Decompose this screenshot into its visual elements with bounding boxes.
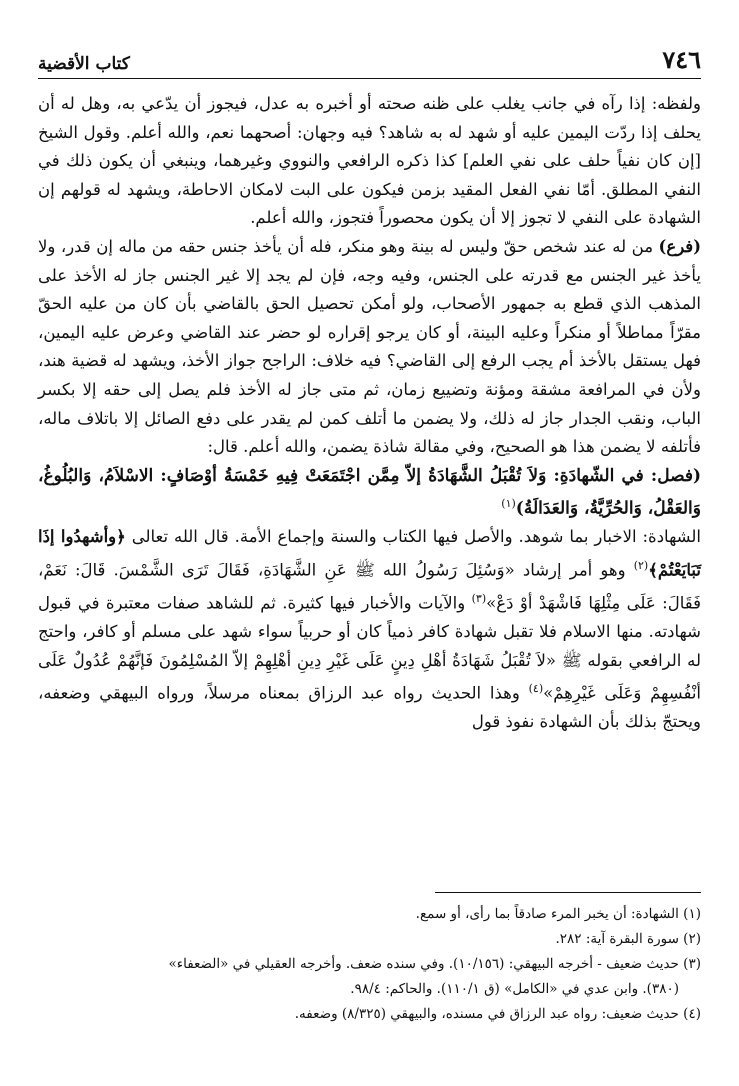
- footnote-2: (٢) سورة البقرة آية: ٢٨٢.: [555, 931, 701, 947]
- paragraph-1: ولفظه: إذا رآه في جانب يغلب على ظنه صحته أو أخبره به عدل، فيجوز أن يدّعي به، وهل له أن يحلف إذا ردّت اليمين عليه أو شهد له به شاهد؟ فيه وجهان: أصحهما نعم، والله أعلم. وقول الشيخ [إن كان نفياً حلف على نفي العلم] كذا ذكره الرافعي والنووي وغيرهما، وينبغي أن يكون ذلك في النفي المطلق. أمّا نفي الفعل المقيد بزمن فيكون على البت لامكان الاحاطة، ويشهد له قولهم إن الشهادة على النفي لا تجوز إلا أن يكون محصوراً فتجوز، والله أعلم.: [38, 94, 701, 228]
- footnotes: [38, 902, 701, 1027]
- footnote-4: (٤) حديث ضعيف: رواه عبد الرزاق في مسنده، والبيهقي (٨/٣٢٥) وضعفه.: [294, 1006, 701, 1022]
- footnote-separator: [435, 892, 701, 893]
- paragraph-3-part-b: وهو أمر إرشاد «وَسُئِلَ رَسُولُ الله ﷺ عَنِ الشَّهَادَةِ، فَقَالَ تَرَى الشَّمْسَ. قَالَ: نَعَمْ، فَقَالَ: عَلَى مِثْلِهَا فَاشْهَدْ أوْ دَعْ»: [38, 560, 701, 613]
- paragraph-3-part-d: وهذا الحديث رواه عبد الرزاق بمعناه مرسلاً، ورواه البيهقي وضعفه، ويحتجّ بذلك بأن الشهادة نفوذ قول: [38, 683, 701, 732]
- footnote-ref-1: (١): [501, 497, 516, 511]
- paragraph-2: [38, 233, 701, 462]
- page-number: ٧٤٦: [662, 45, 701, 74]
- paragraph-3-part-a: الشهادة: الاخبار بما شوهد. والأصل فيها الكتاب والسنة وإجماع الأمة. قال الله تعالى: [125, 527, 702, 547]
- footnote-ref-2: (٢): [633, 559, 649, 572]
- fasl-text: (فصل: في الشّهادَةِ: وَلاَ تُقْبَلُ الشَّهَادَةُ إلاّ مِمَّن اجْتَمَعَتْ فِيهِ خَمْسَةُ أوْصَافٍ: الاسْلاَمُ، وَالبُلُوغُ، وَالعَقْلُ، وَالحُرِّيَّةُ، وَالعَدَالَةُ): [38, 465, 701, 519]
- footnote-3-continued: (٣٨٠). وابن عدي في «الكامل» (ق ١١٠/١). والحاكم: ٩٨/٤.: [350, 981, 679, 997]
- running-title: كتاب الأقضية: [38, 54, 130, 74]
- paragraph-3-part-c: والآيات والأخبار فيها كثيرة. ثم للشاهد صفات معتبرة في قبول شهادته. منها الاسلام فلا تقبل شهادة كافر ذمياً كان أو حربياً سواء شهد على مسلم أو كافر، واحتج له الرافعي بقوله ﷺ «لاَ تُقْبَلُ شَهَادَةُ أهْلِ دِينٍ عَلَى غَيْرِ دِينِ أهْلِهِمْ إلاّ المُسْلِمُونَ فَإنَّهُمْ عُدُولٌ عَلَى أنْفُسِهِمْ وَعَلَى غَيْرِهِمْ»: [38, 593, 701, 703]
- paragraph-2-text: من له عند شخص حقّ وليس له بينة وهو منكر، فله أن يأخذ جنس حقه من ماله إن قدر، ولا يأخذ غير الجنس مع قدرته على الجنس، وفيه وجه، فإن لم يجد إلا غير الجنس جاز له الأخذ على المذهب الذي قطع به جمهور الأصحاب، ولو أمكن تحصيل الحق بالقاضي بأن كان من عليه الحقّ مقرّاً مماطلاً أو منكراً وعليه البينة، أو كان يرجو إقراره لو حضر عند القاضي وعرض عليه اليمين، فهل يستقل بالأخذ أم يجب الرفع إلى القاضي؟ فيه خلاف: الراجح جواز الأخذ، ويشهد له قضية هند، ولأن في المرافعة مشقة ومؤنة وتضييع زمان، ثم متى جاز له الأخذ فلم يصل إلى حقه إلا بكسر الباب، ونقب الجدار جاز له ذلك، ولا يضمن ما أتلف كمن لم يقدر على دفع الصائل إلا باتلاف ماله، فأتلفه لا يضمن هذا هو الصحيح، وفي مقالة شاذة يضمن، والله أعلم. قال:: [38, 236, 701, 457]
- footnote-ref-3: (٣): [471, 592, 487, 606]
- page-header: [38, 40, 701, 79]
- fasl-heading: [38, 462, 701, 524]
- paragraph-3: [38, 523, 701, 737]
- body-text: [38, 90, 701, 737]
- footnote-ref-4: (٤): [528, 682, 544, 696]
- far-label: (فرع): [658, 236, 701, 256]
- footnote-3: (٣) حديث ضعيف - أخرجه البيهقي: (١٠/١٥٦). وفي سنده ضعف. وأخرجه العقيلي في «الضعفاء»: [168, 956, 701, 972]
- footnote-1: (١) الشهادة: أن يخبر المرء صادقاً بما رأى، أو سمع.: [415, 906, 701, 922]
- quran-quote: ﴿وأشهدُوا إذَا تَبَايَعْتُمْ﴾: [38, 527, 701, 580]
